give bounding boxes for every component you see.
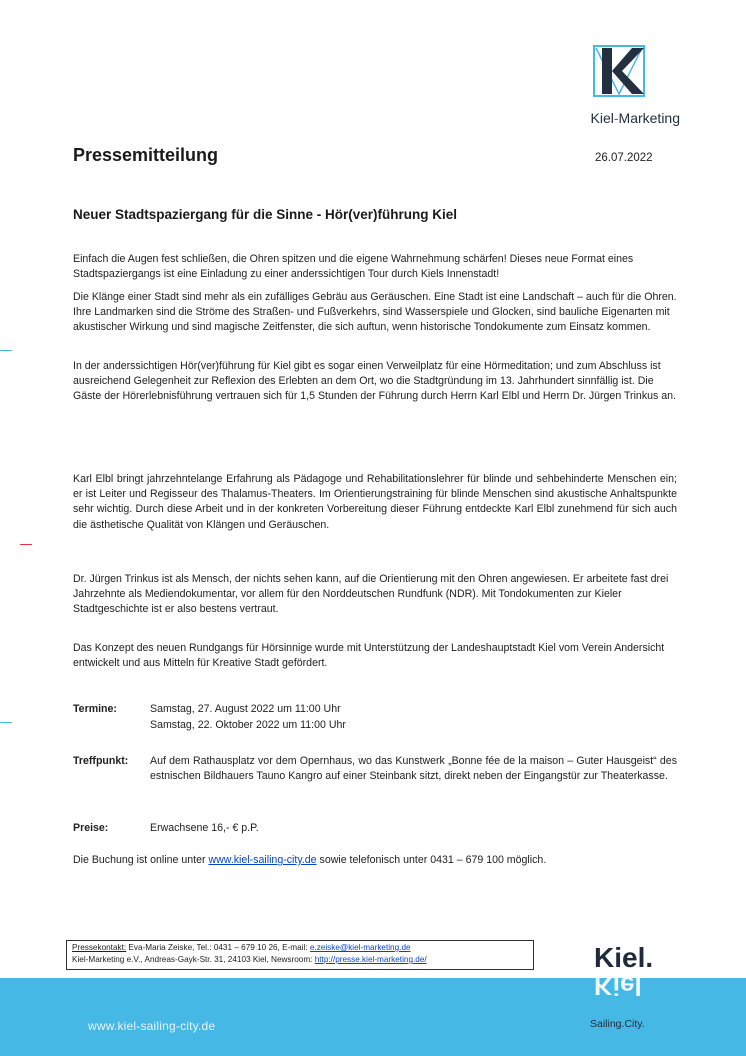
paragraph-sounds: Die Klänge einer Stadt sind mehr als ein zufälliges Gebräu aus Geräuschen. Eine Stadt ist eine Landschaft – auch für die Ohren. Ihre Landmarken sind die Ströme des Straßen- und Fußverkehrs, sind Wasserspiele und Glocken, sind bauliche Eigenarten mit akustischer Wirkung und sind magische Zeitfenster, die sich auftun, wenn historische Tondokumente zum Einsatz kommen. <box>73 291 677 334</box>
booking-link[interactable]: www.kiel-sailing-city.de <box>208 854 317 866</box>
treffpunkt-label: Treffpunkt: <box>73 755 129 767</box>
paragraph-intro: Einfach die Augen fest schließen, die Ohren spitzen und die eigene Wahrnehmung schärfen! Dieses neue Format eines Stadtspaziergangs ist eine Einladung zu einer anderssichtigen Tour durch Kiels Innenstadt! <box>73 253 634 281</box>
press-contact-box: Pressekontakt: Eva-Maria Zeiske, Tel.: 0431 – 679 10 26, E-mail: e.zeiske@kiel-marketing.de Kiel-Marketing e.V., Andreas-Gayk-Str. 31, 24103 Kiel, Newsroom: http://presse.kiel-marketing.de/ <box>66 940 534 970</box>
termine-date-1: Samstag, 27. August 2022 um 11:00 Uhr <box>150 703 341 715</box>
press-contact-label: Pressekontakt: <box>72 943 127 952</box>
headline: Neuer Stadtspaziergang für die Sinne - Hör(ver)führung Kiel <box>73 207 458 222</box>
footer-url[interactable]: www.kiel-sailing-city.de <box>88 1019 216 1033</box>
paragraph-concept: Das Konzept des neuen Rundgangs für Hörsinnige wurde mit Unterstützung der Landeshauptstadt Kiel vom Verein Andersicht entwickelt und aus Mitteln für Kreative Stadt gefördert. <box>73 642 665 670</box>
page-title: Pressemitteilung <box>73 145 219 165</box>
sailing-city-tagline: Sailing.City. <box>590 1018 645 1030</box>
margin-mark-red <box>20 544 32 545</box>
paragraph-tour: In der anderssichtigen Hör(ver)führung für Kiel gibt es sogar einen Verweilplatz für eine Hörmeditation; und zum Abschluss ist ausreichend Gelegenheit zur Reflexion des Erlebten an dem Ort, wo die Stadtgründung im 13. Jahrhundert sinnfällig ist. Die Gäste der Hörerlebnisführung vertrauen sich für 1,5 Stunden der Führung durch Herrn Karl Elbl und Herrn Dr. Jürgen Trinkus an. <box>73 360 676 403</box>
treffpunkt-value: Auf dem Rathausplatz vor dem Opernhaus, wo das Kunstwerk „Bonne fée de la maison – Guter Hausgeist“ des estnischen Bildhauers Tauno Kangro auf einer Steinbank sitzt, direkt neben der Eingangstür zur Theaterkasse. <box>150 755 677 783</box>
termine-date-2: Samstag, 22. Oktober 2022 um 11:00 Uhr <box>150 719 346 731</box>
paragraph-elbl: Karl Elbl bringt jahrzehntelange Erfahrung als Pädagoge und Rehabilitationslehrer für blinde und sehbehinderte Menschen ein; er ist Leiter und Regisseur des Thalamus-Theaters. Im Orientierungstraining für blinde Menschen sind akustische Anhaltspunkte sehr wichtig. Durch diese Arbeit und in der konkreten Vorbereitung dieser Führung entdeckte Karl Elbl zunehmend für sich auch die ästhetische Qualität von Klängen und Geräuschen. <box>73 473 677 531</box>
kiel-wordmark-reflection-icon: Kiel <box>594 971 642 1001</box>
kiel-wordmark: Kiel. <box>594 942 654 973</box>
margin-mark-blue <box>0 722 12 723</box>
document-date: 26.07.2022 <box>595 152 653 164</box>
newsroom-link[interactable]: http://presse.kiel-marketing.de/ <box>314 955 427 964</box>
preise-value: Erwachsene 16,- € p.P. <box>150 822 259 834</box>
paragraph-trinkus: Dr. Jürgen Trinkus ist als Mensch, der nichts sehen kann, auf die Orientierung mit den Ohren angewiesen. Er arbeitete fast drei Jahrzehnte als Mediendokumentar, vor allem für den Norddeutschen Rundfunk (NDR). Mit Tondokumenten zur Kieler Stadtgeschichte ist er also bestens vertraut. <box>73 573 669 616</box>
booking-sentence: Die Buchung ist online unter www.kiel-sailing-city.de sowie telefonisch unter 0431 – 679 100 möglich. <box>73 854 547 866</box>
kiel-marketing-logo-text: Kiel-Marketing <box>590 110 680 126</box>
termine-label: Termine: <box>73 703 117 715</box>
margin-mark-blue <box>0 350 12 351</box>
contact-email-link[interactable]: e.zeiske@kiel-marketing.de <box>309 943 411 952</box>
preise-label: Preise: <box>73 822 109 834</box>
kiel-marketing-logo-icon <box>592 44 646 98</box>
